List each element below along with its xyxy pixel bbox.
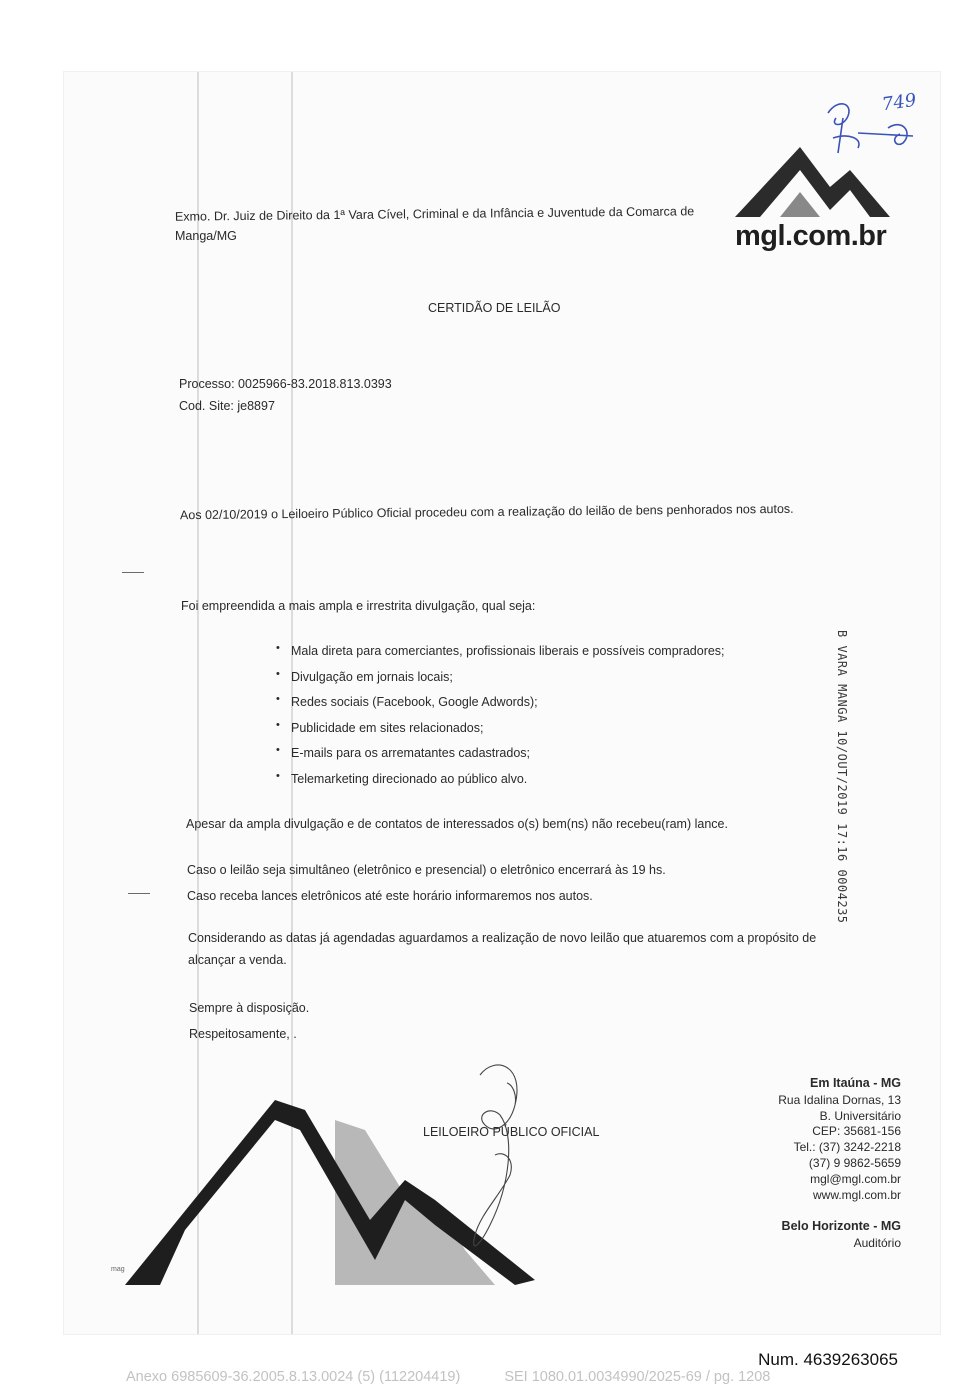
contact-city-bh: Belo Horizonte - MG bbox=[781, 1219, 901, 1233]
contact-website: www.mgl.com.br bbox=[812, 1188, 901, 1202]
signature-label: LEILOEIRO PÚBLICO OFICIAL bbox=[423, 1125, 600, 1139]
paragraph-divulgation: Foi empreendida a mais ampla e irrestrita divulgação, qual seja: bbox=[181, 599, 536, 613]
contact-district: B. Universitário bbox=[819, 1109, 901, 1123]
contact-street: Rua Idalina Dornas, 13 bbox=[778, 1093, 901, 1107]
paragraph-new-auction: Considerando as datas já agendadas aguardamos a realização de novo leilão que atuaremos com a propósito de bbox=[188, 931, 817, 945]
sei-reference: SEI 1080.01.0034990/2025-69 / pg. 1208 bbox=[504, 1369, 771, 1385]
handwritten-page-number: 749 bbox=[880, 89, 918, 116]
process-number: Processo: 0025966-83.2018.813.0393 bbox=[179, 377, 392, 391]
paragraph-auction-date: Aos 02/10/2019 o Leiloeiro Público Oficial procedeu com a realização do leilão de bens penhorados nos autos. bbox=[179, 501, 794, 523]
margin-mark bbox=[128, 893, 150, 894]
paragraph-new-auction-cont: alcançar a venda. bbox=[188, 953, 287, 967]
addressee-line-1: Exmo. Dr. Juiz de Direito da 1ª Vara Cível, Criminal e da Infância e Juventude da Comarca de bbox=[174, 204, 695, 224]
contact-mobile: (37) 9 9862-5659 bbox=[808, 1156, 901, 1170]
contact-email: mgl@mgl.com.br bbox=[810, 1172, 901, 1186]
court-stamp: B VARA MANGA 10/OUT/2019 17:16 0004235 bbox=[835, 630, 849, 924]
document-number: Num. 4639263065 bbox=[758, 1350, 898, 1369]
margin-mark bbox=[122, 572, 144, 573]
site-code: Cod. Site: je8897 bbox=[179, 399, 275, 413]
contact-cep: CEP: 35681-156 bbox=[812, 1124, 901, 1138]
closing-line-1: Sempre à disposição. bbox=[189, 1001, 310, 1015]
contact-city-itauna: Em Itaúna - MG bbox=[810, 1076, 901, 1090]
closing-line-2: Respeitosamente, . bbox=[189, 1027, 297, 1041]
paragraph-electronic-bids: Caso receba lances eletrônicos até este horário informaremos nos autos. bbox=[187, 889, 593, 903]
paragraph-simultaneous: Caso o leilão seja simultâneo (eletrônico e presencial) o eletrônico encerrará às 19 hs. bbox=[187, 863, 666, 877]
logo-text: mgl.com.br bbox=[735, 220, 887, 252]
contact-venue: Auditório bbox=[853, 1236, 901, 1250]
annex-reference: Anexo 6985609-36.2005.8.13.0024 (5) (112204419) bbox=[126, 1369, 461, 1385]
footer-reference bbox=[126, 1369, 814, 1385]
contact-phone: Tel.: (37) 3242-2218 bbox=[793, 1140, 901, 1154]
addressee-line-2: Manga/MG bbox=[175, 229, 237, 243]
small-mark: mag bbox=[111, 1266, 125, 1273]
paragraph-no-bids: Apesar da ampla divulgação e de contatos de interessados o(s) bem(ns) não recebeu(ram) lance. bbox=[186, 817, 728, 831]
handwritten-signature-icon bbox=[455, 1055, 555, 1260]
document-title: CERTIDÃO DE LEILÃO bbox=[428, 301, 561, 315]
